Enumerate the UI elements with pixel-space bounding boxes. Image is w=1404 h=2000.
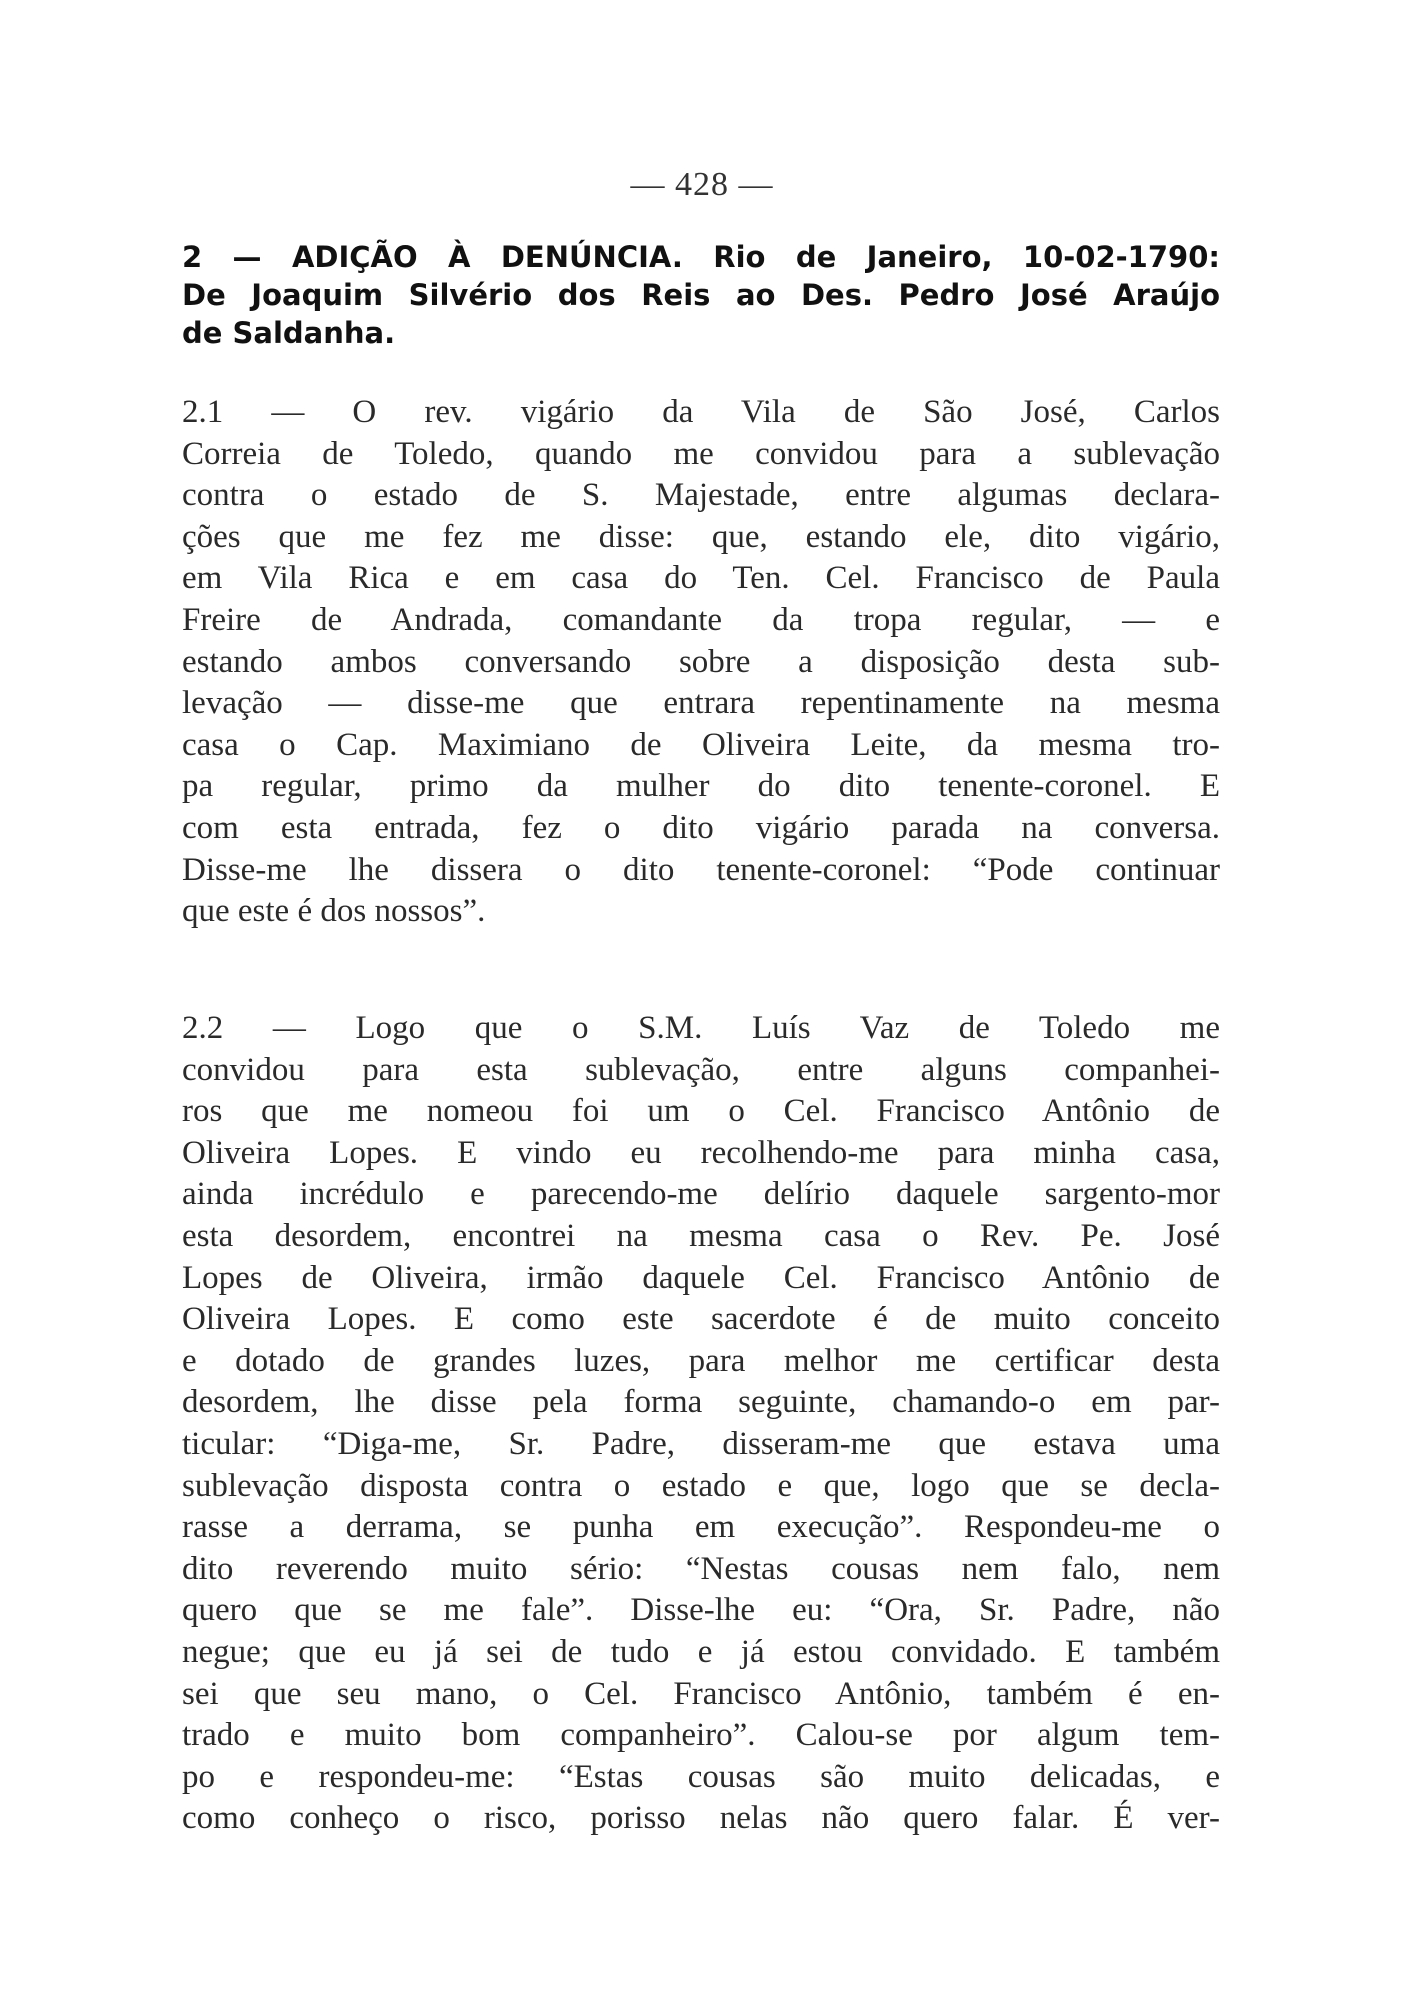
text-line: como conheço o risco, porisso nelas não quero falar. É ver- (182, 1800, 1220, 1837)
text-line: estando ambos conversando sobre a disposição desta sub- (182, 643, 1220, 680)
text-line: Lopes de Oliveira, irmão daquele Cel. Francisco Antônio de (182, 1259, 1220, 1296)
paragraph-2-1 (182, 392, 1220, 933)
text-line: dito reverendo muito sério: “Nestas cousas nem falo, nem (182, 1550, 1220, 1587)
text-line: em Vila Rica e em casa do Ten. Cel. Francisco de Paula (182, 560, 1220, 597)
paragraph-2-2 (182, 1008, 1220, 1840)
text-line: negue; que eu já sei de tudo e já estou convidado. E também (182, 1633, 1220, 1670)
text-line: com esta entrada, fez o dito vigário parada na conversa. (182, 809, 1220, 846)
text-line: desordem, lhe disse pela forma seguinte, chamando-o em par- (182, 1384, 1220, 1421)
text-line: ções que me fez me disse: que, estando ele, dito vigário, (182, 518, 1220, 555)
text-line: Correia de Toledo, quando me convidou para a sublevação (182, 435, 1220, 472)
text-line: ticular: “Diga-me, Sr. Padre, disseram-me que estava uma (182, 1425, 1220, 1462)
text-line: pa regular, primo da mulher do dito tenente-coronel. E (182, 768, 1220, 805)
text-line: rasse a derrama, se punha em execução”. Respondeu-me o (182, 1509, 1220, 1546)
text-line: ros que me nomeou foi um o Cel. Francisco Antônio de (182, 1093, 1220, 1130)
text-line: casa o Cap. Maximiano de Oliveira Leite, da mesma tro- (182, 726, 1220, 763)
text-line: sei que seu mano, o Cel. Francisco Antônio, também é en- (182, 1675, 1220, 1712)
text-line: Oliveira Lopes. E vindo eu recolhendo-me para minha casa, (182, 1134, 1220, 1171)
text-line: Disse-me lhe dissera o dito tenente-coronel: “Pode continuar (182, 851, 1220, 888)
text-line: Oliveira Lopes. E como este sacerdote é de muito conceito (182, 1301, 1220, 1338)
section-heading (182, 238, 1220, 352)
text-line: que este é dos nossos”. (182, 893, 486, 930)
text-line: levação — disse-me que entrara repentinamente na mesma (182, 685, 1220, 722)
heading-line: de Saldanha. (182, 316, 396, 350)
text-line: Freire de Andrada, comandante da tropa regular, — e (182, 601, 1220, 638)
text-line: quero que se me fale”. Disse-lhe eu: “Ora, Sr. Padre, não (182, 1592, 1220, 1629)
heading-line: 2 — ADIÇÃO À DENÚNCIA. Rio de Janeiro, 10-02-1790: (182, 240, 1220, 274)
text-line: 2.2 — Logo que o S.M. Luís Vaz de Toledo me (182, 1010, 1220, 1046)
text-line: e dotado de grandes luzes, para melhor me certificar desta (182, 1342, 1220, 1379)
text-line: 2.1 — O rev. vigário da Vila de São José, Carlos (182, 394, 1220, 430)
heading-line: De Joaquim Silvério dos Reis ao Des. Pedro José Araújo (182, 278, 1220, 312)
text-line: esta desordem, encontrei na mesma casa o Rev. Pe. José (182, 1217, 1220, 1254)
text-line: sublevação disposta contra o estado e que, logo que se decla- (182, 1467, 1220, 1504)
text-line: ainda incrédulo e parecendo-me delírio daquele sargento-mor (182, 1176, 1220, 1213)
text-line: convidou para esta sublevação, entre alguns companhei- (182, 1051, 1220, 1088)
text-line: contra o estado de S. Majestade, entre algumas declara- (182, 477, 1220, 514)
text-line: po e respondeu-me: “Estas cousas são muito delicadas, e (182, 1758, 1220, 1795)
page-number: — 428 — (630, 166, 774, 203)
text-line: trado e muito bom companheiro”. Calou-se por algum tem- (182, 1717, 1220, 1754)
